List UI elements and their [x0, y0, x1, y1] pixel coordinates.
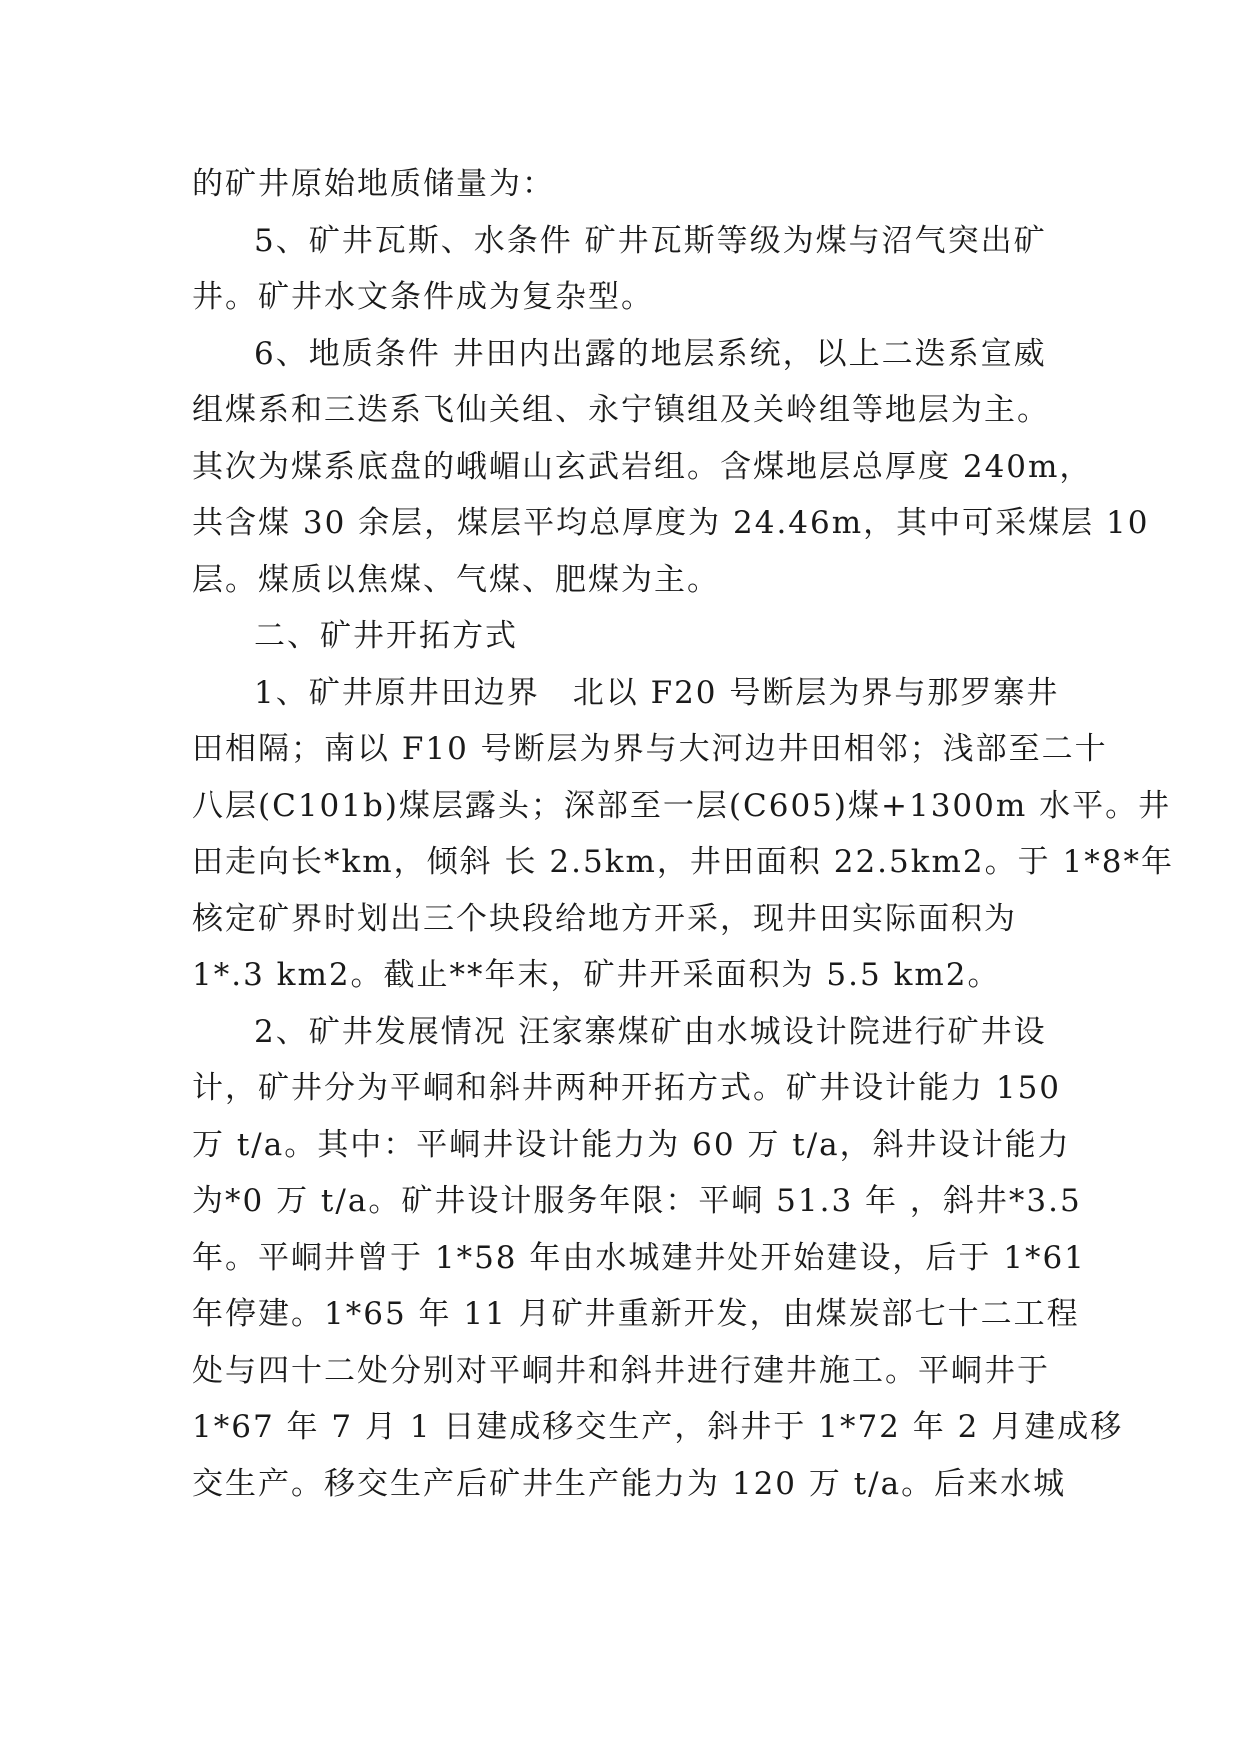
- text-line: 5、矿井瓦斯、水条件 矿井瓦斯等级为煤与沼气突出矿: [254, 222, 1047, 259]
- text-line: 1*.3 km2。截止**年末，矿井开采面积为 5.5 km2。: [192, 957, 1001, 993]
- text-line: 共含煤 30 余层，煤层平均总厚度为 24.46m，其中可采煤层 10: [192, 505, 1150, 541]
- text-line: 田相隔；南以 F10 号断层为界与大河边井田相邻；浅部至二十: [192, 731, 1108, 767]
- text-line: 年。平峒井曾于 1*58 年由水城建井处开始建设，后于 1*61: [192, 1239, 1086, 1276]
- text-line: 1*67 年 7 月 1 日建成移交生产，斜井于 1*72 年 2 月建成移: [192, 1409, 1124, 1445]
- text-line: 田走向长*km，倾斜 长 2.5km，井田面积 22.5km2。于 1*8*年: [192, 844, 1174, 880]
- document-body: [192, 156, 1174, 1512]
- text-line: 核定矿界时划出三个块段给地方开采，现井田实际面积为: [192, 900, 1017, 937]
- text-line: 处与四十二处分别对平峒井和斜井进行建井施工。平峒井于: [192, 1352, 1050, 1389]
- text-line: 交生产。移交生产后矿井生产能力为 120 万 t/a。后来水城: [192, 1465, 1067, 1502]
- text-line: 井。矿井水文条件成为复杂型。: [192, 279, 654, 315]
- text-line: 年停建。1*65 年 11 月矿井重新开发，由煤炭部七十二工程: [192, 1296, 1080, 1332]
- text-line: 八层(C101b)煤层露头；深部至一层(C605)煤+1300m 水平。井: [192, 787, 1172, 824]
- section-heading: 二、矿井开拓方式: [254, 618, 518, 654]
- text-line: 2、矿井发展情况 汪家寨煤矿由水城设计院进行矿井设: [254, 1013, 1047, 1050]
- text-line: 1、矿井原井田边界 北以 F20 号断层为界与那罗寨井: [254, 674, 1060, 711]
- text-line: 组煤系和三迭系飞仙关组、永宁镇组及关岭组等地层为主。: [192, 392, 1050, 428]
- text-line: 层。煤质以焦煤、气煤、肥煤为主。: [192, 561, 720, 598]
- text-line: 为*0 万 t/a。矿井设计服务年限：平峒 51.3 年 ，斜井*3.5: [192, 1183, 1082, 1219]
- text-line: 万 t/a。其中：平峒井设计能力为 60 万 t/a，斜井设计能力: [192, 1126, 1071, 1163]
- text-line: 计，矿井分为平峒和斜井两种开拓方式。矿井设计能力 150: [192, 1070, 1062, 1106]
- text-line: 的矿井原始地质储量为：: [192, 166, 555, 202]
- text-line: 其次为煤系底盘的峨嵋山玄武岩组。含煤地层总厚度 240m，: [192, 448, 1093, 485]
- text-line: 6、地质条件 井田内出露的地层系统，以上二迭系宣威: [254, 335, 1047, 372]
